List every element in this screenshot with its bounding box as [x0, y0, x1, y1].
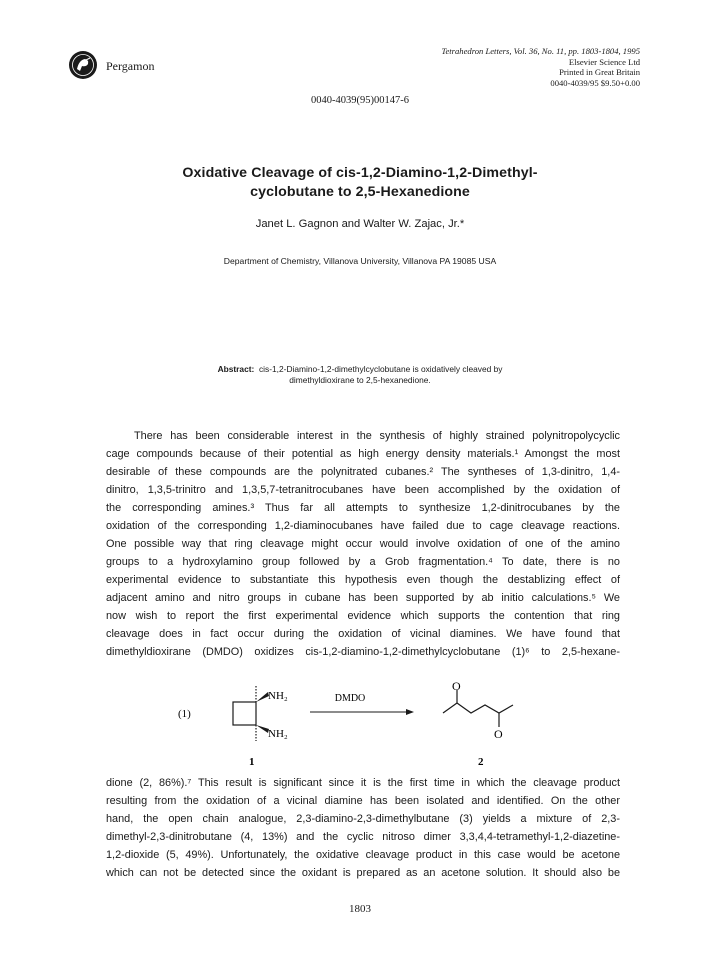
page-number: 1803 — [349, 903, 371, 915]
journal-line: Printed in Great Britain — [559, 67, 640, 78]
cyclobutane-ring — [233, 686, 256, 741]
equation-label: (1) — [178, 708, 191, 720]
text-line: dione (2, 86%).⁷ This result is significant since it is the first time in which the cleavage product — [106, 777, 620, 789]
abstract-text: dimethyldioxirane to 2,5-hexanedione. — [289, 375, 431, 385]
title-line: cyclobutane to 2,5-Hexanedione — [250, 184, 470, 200]
compound-label: 2 — [478, 756, 484, 768]
title-line: Oxidative Cleavage of cis-1,2-Diamino-1,2-Dimethyl- — [182, 165, 538, 181]
amino-group-bottom: NH₂ — [268, 728, 288, 740]
text-line: the corresponding amines.³ Thus far all attempts to synthesize 1,2-dinitrocubanes by the — [106, 502, 620, 514]
reagent-label: DMDO — [334, 693, 366, 704]
journal-line: 0040-4039/95 $9.50+0.00 — [550, 77, 640, 88]
text-line: dimethyldioxirane (DMDO) oxidizes cis-1,2-diamino-1,2-dimethylcyclobutane (1)⁶ to 2,5-hexane- — [106, 646, 620, 658]
text-line: now wish to report the first experimental evidence which supports the contention that ring — [106, 610, 620, 622]
text-line: cage compounds because of their potential as high energy density materials.¹ Amongst the most — [106, 448, 620, 460]
author-list: Janet L. Gagnon and Walter W. Zajac, Jr.* — [255, 218, 465, 230]
body-paragraph — [106, 427, 620, 661]
text-line: dimethyl-2,3-dinitrobutane (4, 13%) and the cyclic nitroso dimer 3,3,4,4-tetramethyl-1,2-diazetine- — [106, 831, 620, 843]
publisher-name: Pergamon — [106, 59, 155, 73]
text-line: There has been considerable interest in the synthesis of highly strained polynitropolycyclic — [134, 430, 620, 442]
carbonyl-oxygen: O — [494, 727, 503, 741]
body-paragraph — [106, 774, 620, 882]
pergamon-logo-icon — [68, 50, 98, 80]
text-line: experimental evidence to substantiate this hypothesis even though the destablizing effect of — [106, 574, 620, 586]
compound-label: 1 — [249, 756, 255, 768]
journal-citation — [340, 46, 640, 88]
text-line: hand, the open chain analogue, 2,3-diamino-2,3-dimethylbutane (3) yields a mixture of 2,3- — [106, 813, 620, 825]
abstract — [170, 364, 550, 386]
amino-group-top: NH₂ — [268, 690, 288, 702]
article-title — [60, 164, 660, 202]
abstract-text: cis-1,2-Diamino-1,2-dimethylcyclobutane is oxidatively cleaved by — [258, 364, 503, 374]
reaction-arrow — [310, 709, 414, 715]
journal-line: Tetrahedron Letters, Vol. 36, No. 11, pp. 1803-1804, 1995 — [441, 46, 640, 56]
text-line: dinitro, 1,3,5-trinitro and 1,3,5,7-tetranitrocubanes have been accomplished by the oxidation of — [106, 484, 620, 496]
text-line: resulting from the oxidation of a vicinal diamine has been isolated and identified. On the other — [106, 795, 620, 807]
abstract-label: Abstract: — [217, 364, 255, 374]
text-line: cleavage does in fact occur during the oxidation of vicinal diamines. We have found that — [106, 628, 620, 640]
text-line: which can not be detected since the oxidant is prepared as an acetone solution. It should also be — [106, 867, 620, 879]
text-line: adjacent amino and nitro groups in cubane has been supported by ab initio calculations.⁵ We — [106, 592, 620, 604]
carbonyl-oxygen: O — [452, 680, 461, 693]
doi-code: 0040-4039(95)00147-6 — [311, 95, 409, 106]
reaction-scheme — [150, 680, 550, 770]
hexanedione-skeleton — [443, 703, 513, 713]
text-line: 1,2-dioxide (5, 49%). Unfortunately, the oxidative cleavage product in this case would be acetone — [106, 849, 620, 861]
text-line: One possible way that ring cleavage might occur would involve oxidation of one of the amino — [106, 538, 620, 550]
text-line: desirable of these compounds are the polynitrated cubanes.² The syntheses of 1,3-dinitro, 1,4- — [106, 466, 620, 478]
text-line: groups to a hydroxylamino group followed by a Grob fragmentation.⁴ To date, there is no — [106, 556, 620, 568]
text-line: oxidation of the corresponding 1,2-diaminocubanes have failed due to cage cleavage reactions. — [106, 520, 620, 532]
journal-line: Elsevier Science Ltd — [568, 56, 640, 67]
affiliation: Department of Chemistry, Villanova University, Villanova PA 19085 USA — [223, 256, 497, 266]
